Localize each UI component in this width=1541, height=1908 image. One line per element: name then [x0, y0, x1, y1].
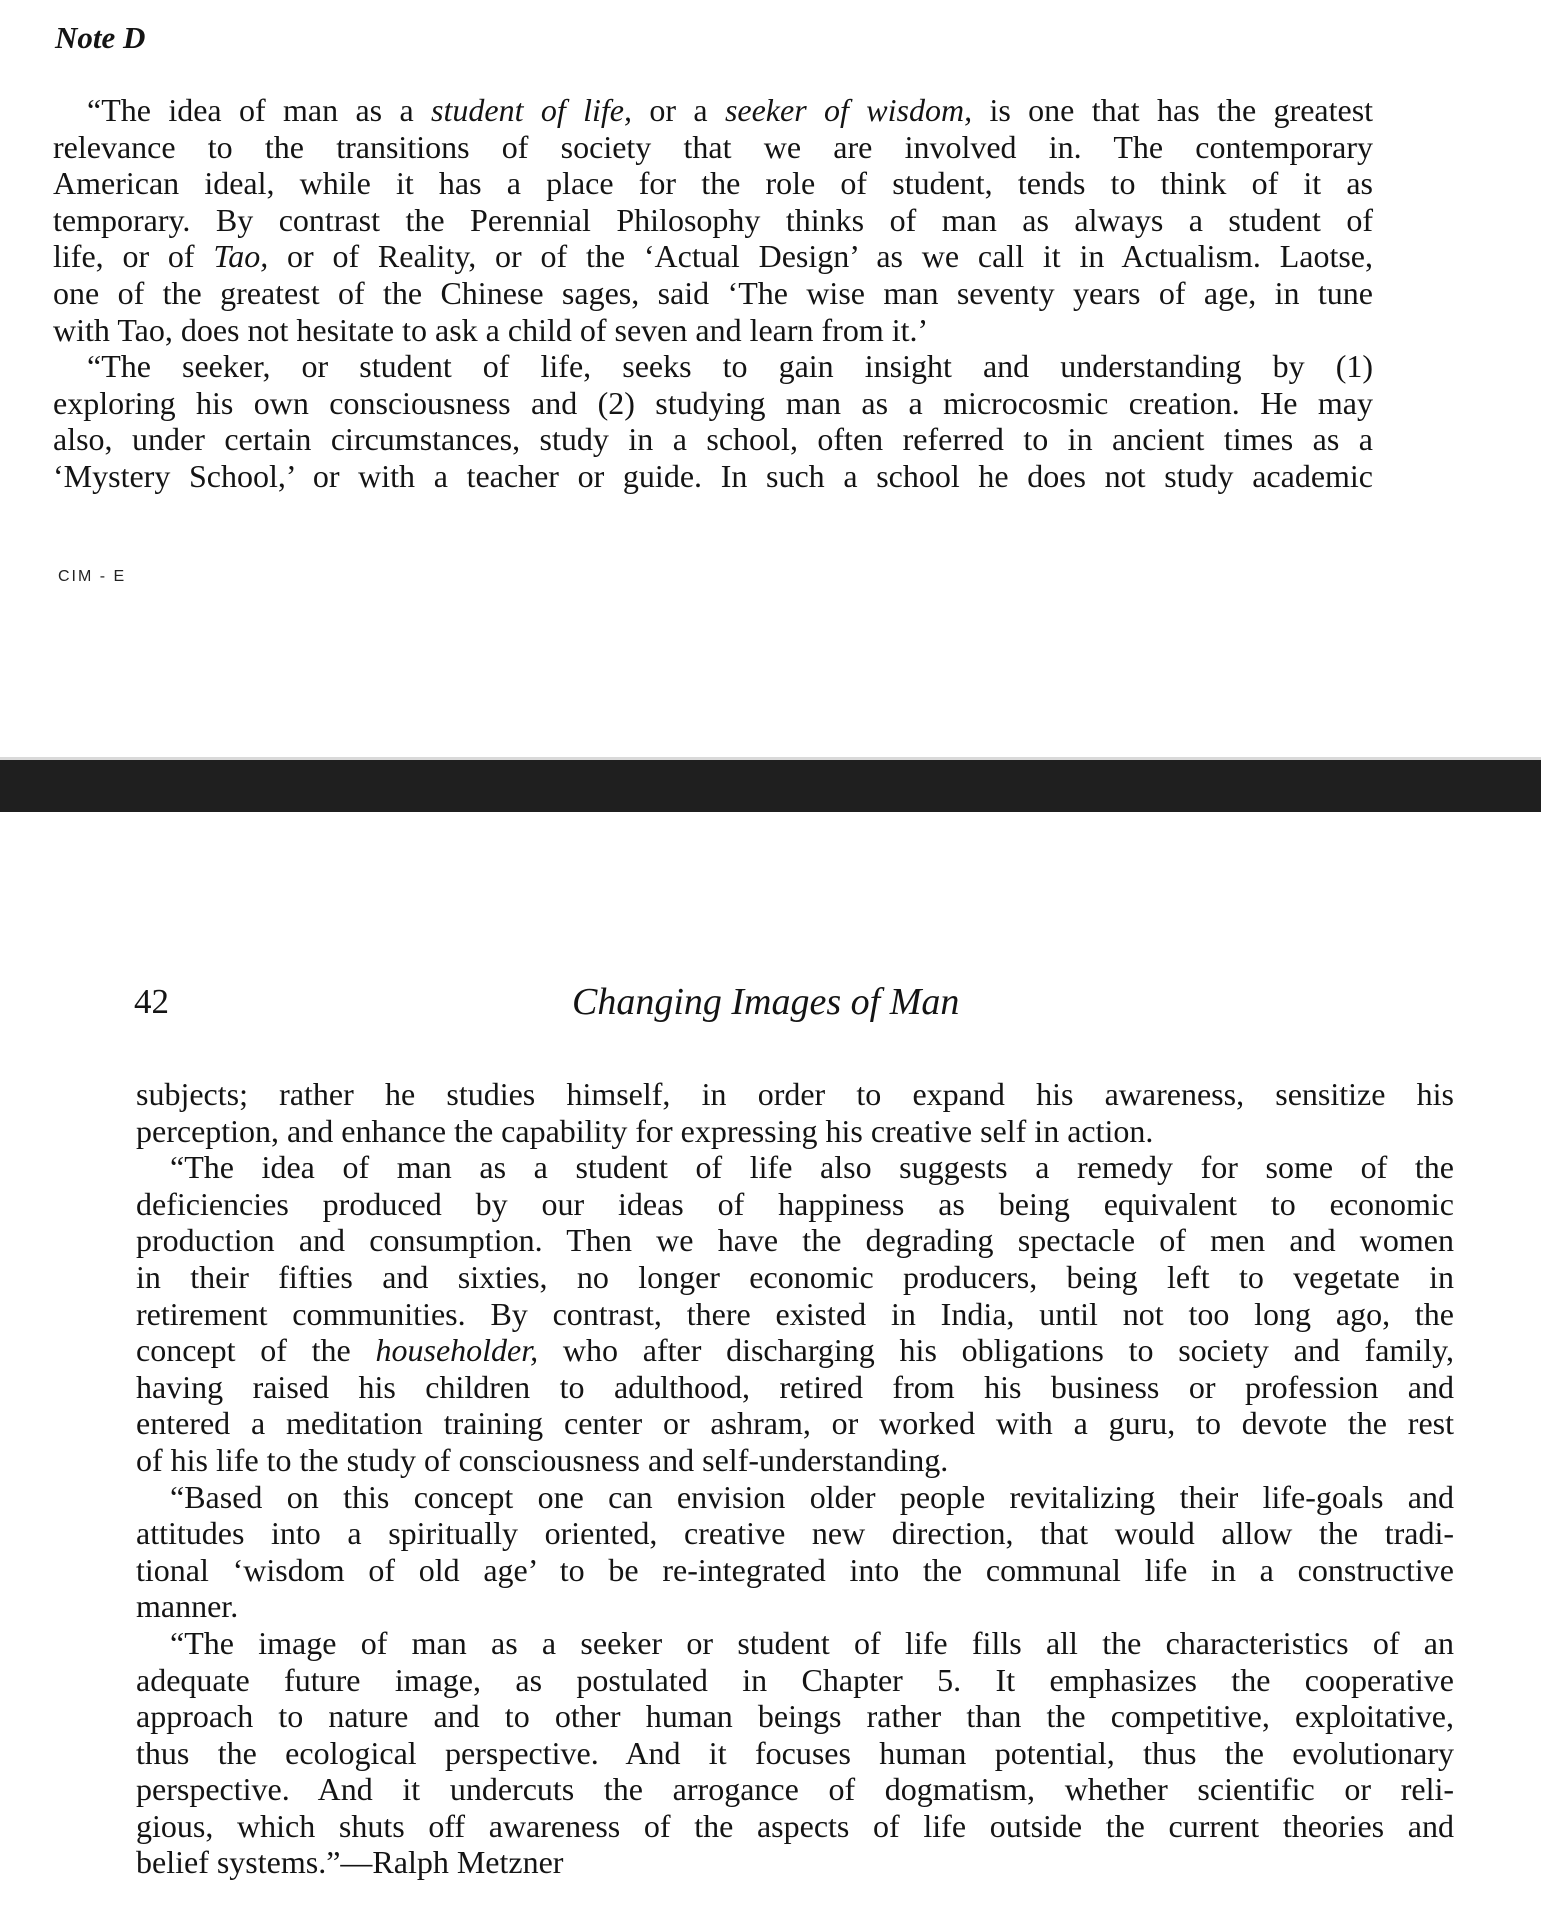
text-segment: having raised his children to adulthood, retired from his business or profession and	[136, 1368, 1454, 1405]
text-segment: American ideal, while it has a place for the role of student, tends to think of it as	[53, 165, 1373, 202]
text-segment: ‘Mystery School,’ or with a teacher or guide. In such a school he does not study academic	[53, 457, 1373, 494]
text-line	[53, 238, 1373, 275]
page-divider	[0, 760, 1541, 812]
text-segment: concept of the	[136, 1332, 376, 1369]
text-segment: adequate future image, as postulated in Chapter 5. It emphasizes the cooperative	[136, 1661, 1454, 1698]
text-segment: is one that has the greatest	[972, 92, 1374, 128]
text-segment: “The image of man as a seeker or student of life fills all the characteristics of an	[170, 1624, 1454, 1661]
text-segment: who after discharging his obligations to society and family,	[538, 1332, 1455, 1369]
text-line	[136, 1735, 1454, 1772]
text-segment: entered a meditation training center or ashram, or worked with a guru, to devote the rest	[136, 1405, 1454, 1442]
text-segment: belief systems.”—Ralph Metzner	[136, 1844, 564, 1881]
text-segment: thus the ecological perspective. And it focuses human potential, thus the evolutionary	[136, 1734, 1454, 1771]
text-line	[136, 1296, 1454, 1333]
text-line	[53, 92, 1373, 129]
text-segment: gious, which shuts off awareness of the aspects of life outside the current theories and	[136, 1807, 1454, 1844]
footer-mark: CIM - E	[58, 568, 127, 585]
text-line	[136, 1808, 1454, 1845]
text-line	[136, 1625, 1454, 1662]
text-segment: of his life to the study of consciousness and self-understanding.	[136, 1441, 949, 1478]
text-line	[136, 1222, 1454, 1259]
text-segment: life, or of	[53, 238, 214, 275]
text-segment: or a	[631, 92, 725, 128]
text-line	[136, 1149, 1454, 1186]
text-line	[136, 1332, 1454, 1369]
text-line	[53, 275, 1373, 312]
italic-text: householder,	[375, 1332, 539, 1369]
italic-text: student of life,	[431, 92, 632, 128]
text-line	[136, 1405, 1454, 1442]
text-line	[53, 202, 1373, 239]
text-line	[136, 1442, 1454, 1479]
text-line	[136, 1186, 1454, 1223]
text-segment: “The seeker, or student of life, seeks to gain insight and understanding by (1)	[87, 348, 1373, 385]
text-segment: one of the greatest of the Chinese sages, said ‘The wise man seventy years of age, in tune	[53, 274, 1373, 311]
text-segment: perspective. And it undercuts the arrogance of dogmatism, whether scientific or reli-	[136, 1771, 1454, 1808]
text-line	[53, 165, 1373, 202]
text-segment: subjects; rather he studies himself, in order to expand his awareness, sensitize his	[136, 1076, 1454, 1112]
bottom-page-body	[136, 1076, 1454, 1881]
text-line	[136, 1588, 1454, 1625]
text-segment: perception, and enhance the capability for expressing his creative self in action.	[136, 1112, 1154, 1149]
top-page-body	[53, 92, 1373, 495]
text-segment: also, under certain circumstances, study in a school, often referred to in ancient times as a	[53, 421, 1373, 458]
text-line	[136, 1113, 1454, 1150]
text-line	[53, 312, 1373, 349]
text-line	[136, 1662, 1454, 1699]
text-line	[53, 385, 1373, 422]
text-line	[136, 1552, 1454, 1589]
text-line	[136, 1771, 1454, 1808]
text-line	[136, 1369, 1454, 1406]
text-line	[136, 1076, 1454, 1113]
running-head: Changing Images of Man	[572, 981, 960, 1023]
text-line	[53, 129, 1373, 166]
text-segment: “Based on this concept one can envision older people revitalizing their life-goals and	[170, 1478, 1454, 1515]
text-segment: in their fifties and sixties, no longer economic producers, being left to vegetate in	[136, 1258, 1454, 1295]
text-line	[53, 458, 1373, 495]
text-segment: approach to nature and to other human beings rather than the competitive, exploitative,	[136, 1698, 1454, 1735]
text-segment: tional ‘wisdom of old age’ to be re-integrated into the communal life in a constructive	[136, 1551, 1454, 1588]
italic-text: seeker of wisdom,	[724, 92, 973, 128]
text-segment: manner.	[136, 1588, 239, 1625]
text-segment: temporary. By contrast the Perennial Philosophy thinks of man as always a student of	[53, 201, 1373, 238]
italic-text: Tao,	[213, 238, 269, 275]
text-line	[53, 348, 1373, 385]
text-segment: production and consumption. Then we have the degrading spectacle of men and women	[136, 1222, 1454, 1259]
text-segment: “The idea of man as a student of life also suggests a remedy for some of the	[170, 1149, 1454, 1186]
text-line	[53, 421, 1373, 458]
text-segment: attitudes into a spiritually oriented, creative new direction, that would allow the tradi-	[136, 1515, 1454, 1552]
text-segment: deficiencies produced by our ideas of happiness as being equivalent to economic	[136, 1185, 1454, 1222]
top-page	[0, 0, 1541, 760]
note-label: Note D	[55, 20, 146, 55]
text-segment: retirement communities. By contrast, there existed in India, until not too long ago, the	[136, 1295, 1454, 1332]
text-line	[136, 1844, 1454, 1881]
text-segment: relevance to the transitions of society that we are involved in. The contemporary	[53, 128, 1373, 165]
text-segment: or of Reality, or of the ‘Actual Design’ as we call it in Actualism. Laotse,	[268, 238, 1373, 275]
text-line	[136, 1515, 1454, 1552]
page-number: 42	[134, 982, 169, 1021]
text-segment: exploring his own consciousness and (2) studying man as a microcosmic creation. He may	[53, 384, 1373, 421]
text-line	[136, 1698, 1454, 1735]
text-segment: “The idea of man as a	[87, 92, 432, 128]
text-segment: with Tao, does not hesitate to ask a child of seven and learn from it.’	[53, 311, 929, 348]
text-line	[136, 1479, 1454, 1516]
text-line	[136, 1259, 1454, 1296]
